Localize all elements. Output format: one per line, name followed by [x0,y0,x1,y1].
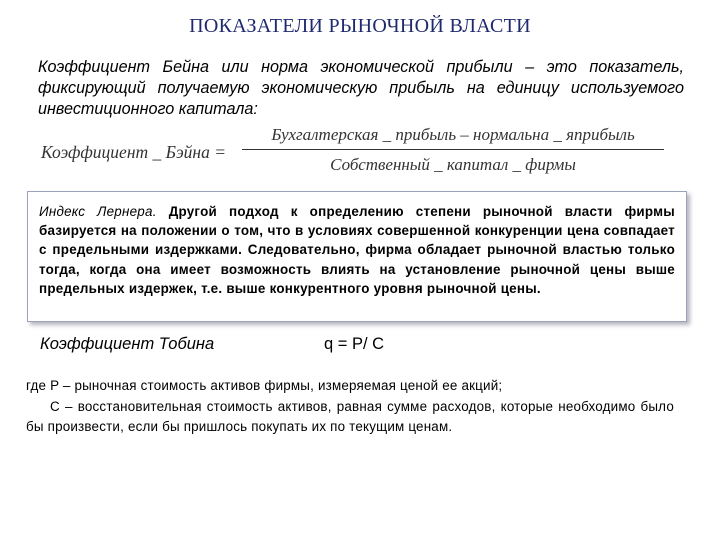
bain-definition: Коэффициент Бейна или норма экономической прибыли – это показатель, фиксирующий получаемую экономическую прибыль на единицу используемого инвестиционного капитала: [38,58,684,118]
bain-formula [38,124,684,182]
lerner-text: Другой подход к определению степени рыночной власти фирмы базируется на положении о том, что в условиях совершенной конкуренции цена совпадает с предельными издержками. Следовательно, фирма обладает рыночной властью только тогда, когда она имеет возможность влиять на установление рыночной цены выше предельных издержек, т.е. выше конкурентного уровня рыночной цены. [39,204,675,296]
lerner-label: Индекс Лернера. [39,204,157,219]
tobin-where-p: где P – рыночная стоимость активов фирмы, измеряемая ценой ее акций; [26,378,503,393]
bain-formula-numerator: Бухгалтерская _ прибыль – нормальна _ яприбыль [271,125,635,144]
lerner-box [27,191,687,322]
lerner-paragraph [39,202,675,298]
tobin-formula: q = P/ C [324,335,385,353]
fraction-bar [242,149,664,150]
tobin-where-c: C – восстановительная стоимость активов, равная сумме расходов, которые необходимо было бы произвести, если бы пришлось покупать их по текущим ценам. [26,398,674,434]
slide-title: ПОКАЗАТЕЛИ РЫНОЧНОЙ ВЛАСТИ [189,15,531,37]
bain-formula-lhs: Коэффициент _ Бэйна = [41,142,227,162]
tobin-explanation [26,376,674,438]
tobin-label: Коэффициент Тобина [40,335,215,353]
bain-formula-denominator: Собственный _ капитал _ фирмы [330,155,576,174]
bain-formula-fraction [242,124,664,176]
